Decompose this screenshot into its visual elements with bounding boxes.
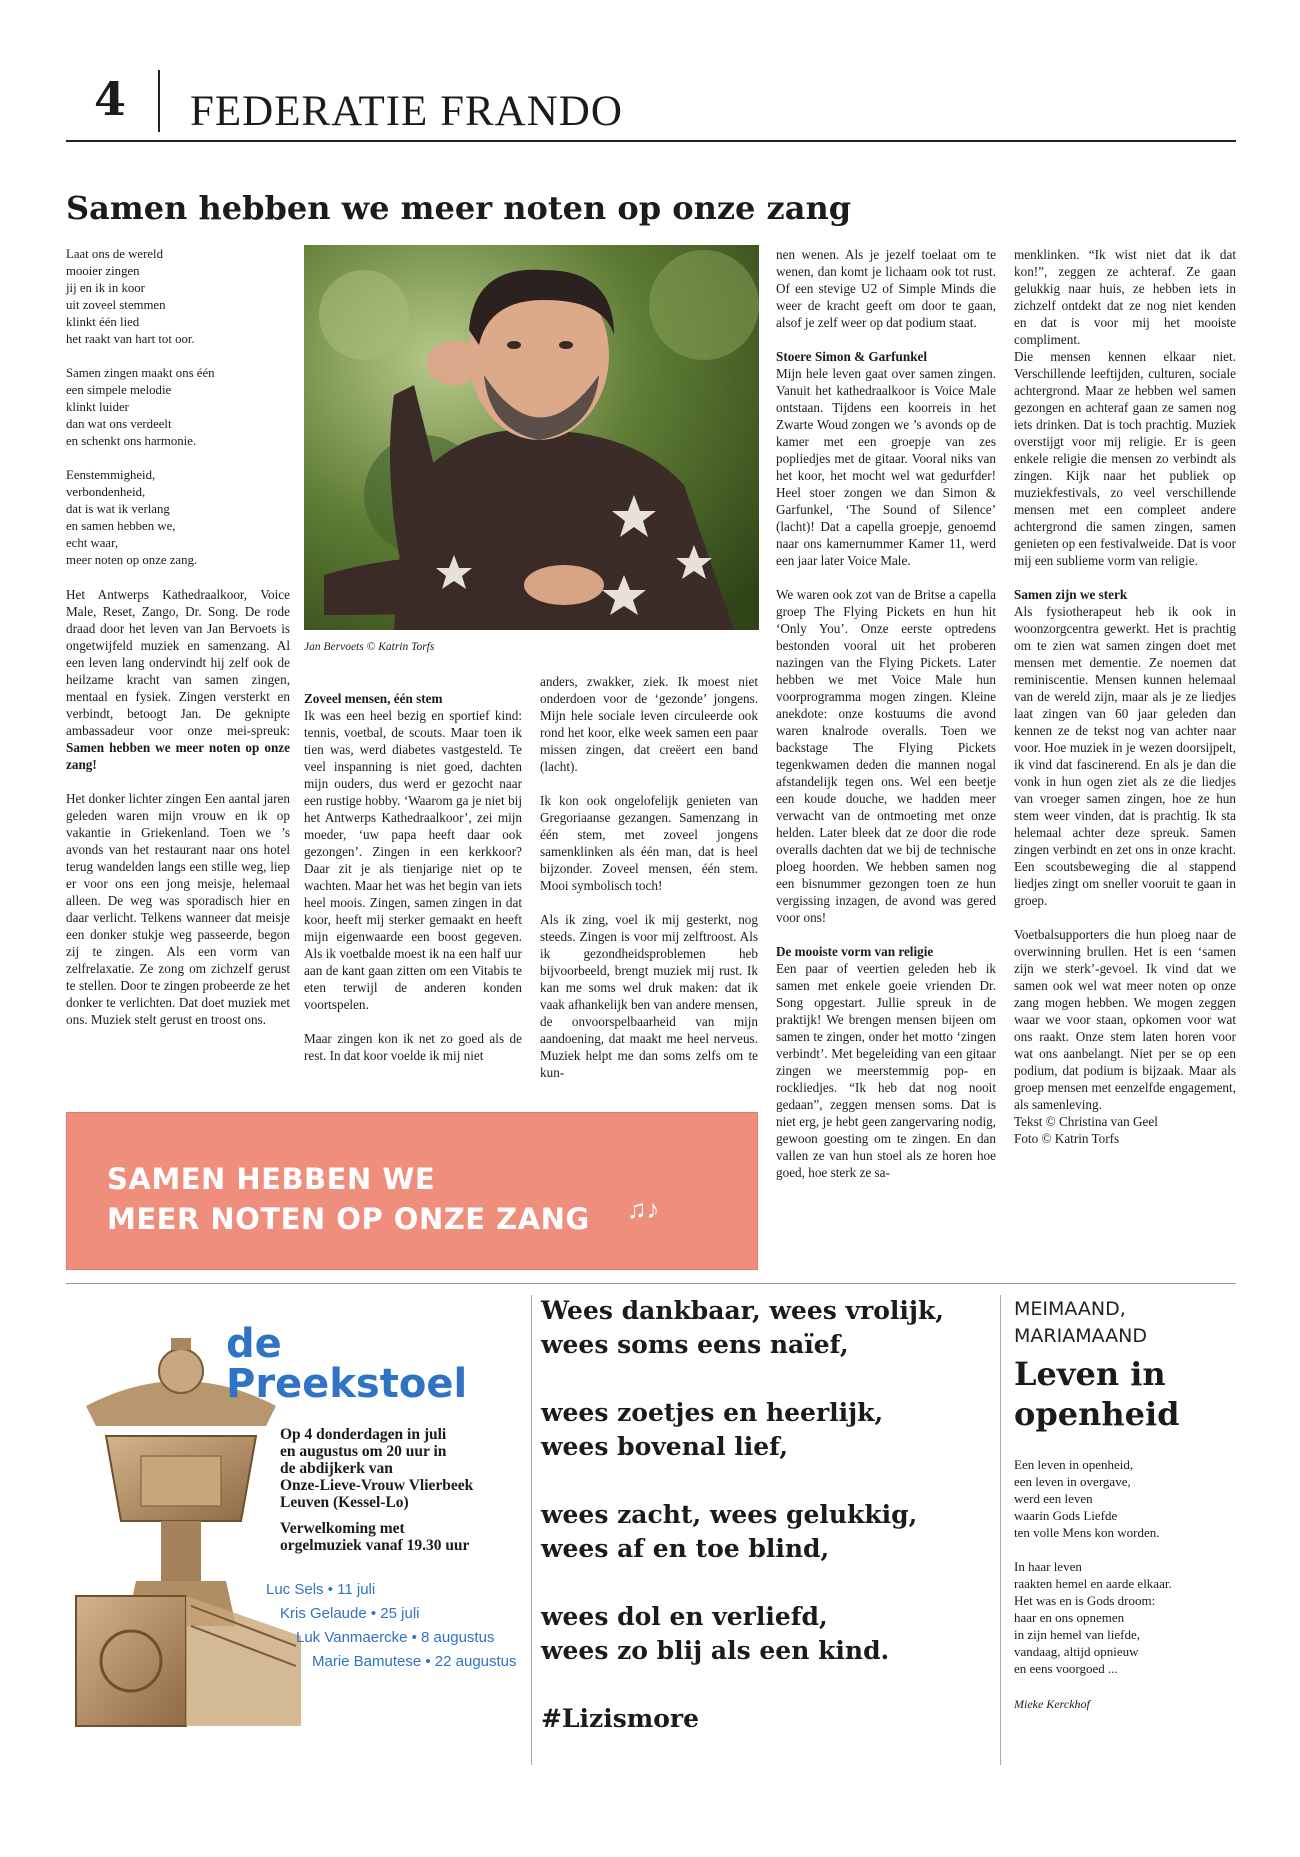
poem-line: en schenkt ons harmonie. bbox=[66, 434, 197, 448]
ad-info-line: Verwelkoming met bbox=[280, 1520, 405, 1537]
poem-stanza-1 bbox=[66, 246, 290, 348]
article-column-5 bbox=[1014, 246, 1236, 1147]
kicker-line: MARIAMAAND bbox=[1014, 1325, 1147, 1347]
article-column-2 bbox=[304, 690, 522, 1064]
body-text: menklinken. “Ik wist niet dat ik dat kon!”, zeggen ze achteraf. Ze gaan gelukkig naar huis, ze hebben iets in zichzelf ontdekt dat ze nog niet kenden en dat is voor mij het mooiste compliment. bbox=[1014, 247, 1236, 347]
header-rule bbox=[66, 140, 1236, 142]
subheading: De mooiste vorm van religie bbox=[776, 944, 934, 959]
credit-photo: Foto © Katrin Torfs bbox=[1014, 1131, 1120, 1146]
closing-paragraph bbox=[1014, 926, 1236, 1147]
poem-line: wees soms eens naïef, bbox=[541, 1330, 849, 1359]
ad-info bbox=[280, 1426, 520, 1554]
body-text: Voetbalsupporters die hun ploeg naar de overwinning brullen. Het is een ‘samen zijn we sterk’-gevoel. Ik vind dat we samen ook wel wat meer noten op onze zang mogen hebben. We mogen zeggen waar we voor staan, opkomen voor wat ons raakt. Onze stem laten horen voor wat ons aanbelangt. Niet per se op een podium, dat podium is bijzaak. Maar als groep mensen met eenzelfde engagement, als samenleving. bbox=[1014, 927, 1236, 1112]
section-religie bbox=[776, 943, 996, 1181]
featured-poem bbox=[541, 1294, 944, 1736]
article-column-3 bbox=[540, 673, 758, 1081]
subheading: Samen zijn we sterk bbox=[1014, 587, 1128, 602]
ad-info-line: Leuven (Kessel-Lo) bbox=[280, 1494, 409, 1511]
intro-bold: Samen hebben we meer noten op onze zang! bbox=[66, 740, 290, 772]
intro-paragraph bbox=[66, 586, 290, 773]
poem-line: in zijn hemel van liefde, bbox=[1014, 1627, 1140, 1642]
title-line: openheid bbox=[1014, 1395, 1180, 1433]
ad-info-line: orgelmuziek vanaf 19.30 uur bbox=[280, 1537, 470, 1554]
banner-line: MEER NOTEN OP ONZE ZANG bbox=[107, 1202, 590, 1236]
poem-line: het raakt van hart tot oor. bbox=[66, 332, 195, 346]
poem-line: een simpele melodie bbox=[66, 383, 172, 397]
poem-stanza bbox=[541, 1396, 944, 1464]
speaker-item: Luk Vanmaercke • 8 augustus bbox=[296, 1629, 495, 1646]
ad-title-line: de bbox=[226, 1321, 282, 1367]
photo-caption: Jan Bervoets © Katrin Torfs bbox=[304, 641, 435, 653]
poem-line: een leven in overgave, bbox=[1014, 1474, 1131, 1489]
poem-stanza-3 bbox=[66, 467, 290, 569]
article-headline: Samen hebben we meer noten op onze zang bbox=[66, 189, 852, 227]
publication-title: FEDERATIE FRANDO bbox=[190, 88, 623, 135]
speaker-item: Luc Sels • 11 juli bbox=[266, 1581, 376, 1598]
banner-text bbox=[107, 1159, 590, 1239]
ad-title bbox=[226, 1321, 468, 1407]
ad-title-line: Preekstoel bbox=[226, 1361, 468, 1407]
poem-line: Eenstemmigheid, bbox=[66, 468, 156, 482]
body-paragraph: Die mensen kennen elkaar niet. Verschillende leeftijden, culturen, sociale achtergrond. Maar ze hebben wel samen gezongen en achteraf gaan ze samen nog iets drinken. Dat is toch prachtig. Muziek overstijgt voor mij religie. Er is geen enkele religie die mensen zo verbindt als zingen. Kijk naar het publiek op muziekfestivals, zo veel verschillende mensen met een compleet andere achtergrond die samen zingen, samen genieten op een festivalweide. Dat is voor mij een sublieme vorm van religie. bbox=[1014, 349, 1236, 568]
poem-line: dan wat ons verdeelt bbox=[66, 417, 172, 431]
section-divider bbox=[66, 1283, 1236, 1284]
poem-line: In haar leven bbox=[1014, 1559, 1082, 1574]
header-divider bbox=[158, 70, 160, 132]
title-line: Leven in bbox=[1014, 1355, 1166, 1393]
poem-line: dat is wat ik verlang bbox=[66, 502, 170, 516]
ad-info-line: Onze-Lieve-Vrouw Vlierbeek bbox=[280, 1477, 474, 1494]
poem-line: echt waar, bbox=[66, 536, 119, 550]
poem-line: meer noten op onze zang. bbox=[66, 553, 198, 567]
poem-line: ten volle Mens kon worden. bbox=[1014, 1525, 1160, 1540]
poem-line: Het was en is Gods droom: bbox=[1014, 1593, 1156, 1608]
body-paragraph: Het donker lichter zingen Een aantal jaren geleden waren mijn vrouw en ik op vakantie in Griekenland. Toen we ’s avonds van het restaurant naar ons hotel terug wandelden langs een stille weg, liep er voor ons een jong meisje, helemaal alleen. De weg was sporadisch hier en daar verlicht. Telkens wanneer dat meisje een donker stukje weg passeerde, begon zij te zingen. Als een vorm van zelfrelaxatie. Ze zong om zichzelf gerust te stellen. Door te zingen probeerde ze het donker te verlichten. Dat doet muziek met ons. Muziek stelt gerust en troost ons. bbox=[66, 791, 290, 1027]
poem-stanza bbox=[541, 1600, 944, 1668]
poem-line: raakten hemel en aarde elkaar. bbox=[1014, 1576, 1172, 1591]
body-text: Een paar of veertien geleden heb ik samen met enkele goeie vrienden Dr. Song opgestart. Jullie spreuk in de praktijk! We brengen mensen bijeen om samen te zingen, onder het motto ‘zingen verbindt’. Met begeleiding van een gitaar zingen we meerstemmig pop- en rockliedjes. “Ik heb dat nog nooit gedaan”, zeggen mensen soms. Dat is niet erg, je hebt geen zangervaring nodig, gewoon goesting om te zingen. En dan vallen ze van hun stoel als ze horen hoe goed, hoe sterk ze sa- bbox=[776, 961, 996, 1180]
poem-line: werd een leven bbox=[1014, 1491, 1093, 1506]
poem-line: en eens voorgoed ... bbox=[1014, 1661, 1118, 1676]
poem-line: Samen zingen maakt ons één bbox=[66, 366, 215, 380]
sidebar-kicker bbox=[1014, 1296, 1147, 1350]
poem-line: jij en ik in koor bbox=[66, 281, 145, 295]
body-paragraph: Maar zingen kon ik net zo goed als de rest. In dat koor voelde ik mij niet bbox=[304, 1031, 522, 1063]
body-paragraph: We waren ook zot van de Britse a capella groep The Flying Pickets en hun hit ‘Only You’. Onze eerste optredens bestonden vooral uit het proberen nazingen van the Flying Pickets. Later hebben we met Voice Male hun voorprogramma mogen zingen. Kleine anekdote: onze kostuums die avond waren knalrode overalls. Toen we backstage The Flying Pickets tegenkwamen deden die mannen nogal afstandelijk tegen ons. Wel een beetje een koude douche, we hadden meer verwacht van de ontmoeting met onze helden. Later bleek dat ze door die rode overalls dachten dat we bij de technische ploeg hoorden. We hebben samen nog een bisnummer gezongen toen ze hun vergissing inzagen, de avond was gered voor ons! bbox=[776, 587, 996, 925]
sidebar-poem bbox=[1014, 1456, 1172, 1677]
speaker-item: Marie Bamutese • 22 augustus bbox=[312, 1653, 517, 1670]
body-paragraph: nen wenen. Als je jezelf toelaat om te wenen, dan komt je lichaam ook tot rust. Of een stevige U2 of Simple Minds die weer de kracht geeft om door te gaan, alsof je zelf weer op dat podium staat. bbox=[776, 247, 996, 330]
portrait-photo bbox=[304, 245, 759, 630]
intro-text: Het Antwerps Kathedraalkoor, Voice Male, Reset, Zango, Dr. Song. De rode draad door het leven van Jan Bervoets is ongetwijfeld muziek en samenzang. Al een leven lang ondervindt hij zelf ook de heilzame kracht van samen zingen, mentaal en fysiek. Zingen versterkt en verbindt, betoogt Jan. De geknipte ambassadeur voor onze mei-spreuk: bbox=[66, 587, 290, 738]
hashtag: #Lizismore bbox=[541, 1704, 699, 1733]
poem-line: mooier zingen bbox=[66, 264, 140, 278]
poem-line: wees zo blij als een kind. bbox=[541, 1636, 890, 1665]
speaker-list bbox=[266, 1578, 517, 1674]
poem-line: Laat ons de wereld bbox=[66, 247, 164, 261]
body-paragraph: Ik kon ook ongelofelijk genieten van Gregoriaanse gezangen. Samenzang in één stem, met zoveel jongens samenklinken als één man, dat is heel bijzonder. Zoveel mensen, één stem. Mooi symbolisch toch! bbox=[540, 793, 758, 893]
music-note-icon: ♫♪ bbox=[627, 1195, 660, 1224]
poem-stanza bbox=[541, 1498, 944, 1566]
ad-info-line: en augustus om 20 uur in bbox=[280, 1443, 447, 1460]
subheading: Zoveel mensen, één stem bbox=[304, 691, 443, 706]
column-divider bbox=[1000, 1295, 1001, 1765]
poem-line: wees bovenal lief, bbox=[541, 1432, 789, 1461]
body-text: Mijn hele leven gaat over samen zingen. Vanuit het kathedraalkoor is Voice Male ontstaan. Tijdens een koorreis in het Zwarte Woud zongen we ’s avonds op de kamer met een groepje van zes popliedjes met de gitaar. Vooral niks van het koor, het mocht wel wat gedurfder! Heel stoer zongen we dan Simon & Garfunkel, ‘The Sound of Silence’ (lacht)! Dat a capella groepje, genoemd naar ons kamernummer Kamer 11, werd een jaar later Voice Male. bbox=[776, 366, 996, 568]
poem-line: en samen hebben we, bbox=[66, 519, 176, 533]
portrait-illustration bbox=[304, 245, 759, 630]
poem-stanza bbox=[541, 1294, 944, 1362]
ad-info-line: Op 4 donderdagen in juli bbox=[280, 1426, 447, 1443]
poem-line: wees zacht, wees gelukkig, bbox=[541, 1500, 918, 1529]
poem-line: klinkt luider bbox=[66, 400, 129, 414]
poem-line: wees zoetjes en heerlijk, bbox=[541, 1398, 884, 1427]
body-paragraph bbox=[1014, 246, 1236, 348]
poem-line: verbondenheid, bbox=[66, 485, 146, 499]
poem-line: wees af en toe blind, bbox=[541, 1534, 830, 1563]
section-zoveel bbox=[304, 690, 522, 1013]
poem-line: waarin Gods Liefde bbox=[1014, 1508, 1118, 1523]
poem-line: vandaag, altijd opnieuw bbox=[1014, 1644, 1139, 1659]
body-paragraph: anders, zwakker, ziek. Ik moest niet onderdoen voor de ‘gezonde’ jongens. Mijn hele sociale leven circuleerde ook rond het koor, elke week samen een paar missen zingen, dat creëert een band (lacht). bbox=[540, 674, 758, 774]
section-sterk bbox=[1014, 586, 1236, 909]
ad-info-line: de abdijkerk van bbox=[280, 1460, 393, 1477]
credit-text: Tekst © Christina van Geel bbox=[1014, 1114, 1158, 1129]
subheading: Stoere Simon & Garfunkel bbox=[776, 349, 928, 364]
body-paragraph: Als ik zing, voel ik mij gesterkt, nog steeds. Zingen is voor mij zelftroost. Als ik gezondheidsproblemen heb bijvoorbeeld, brengt muziek mij rust. Ik kan me soms wel druk maken: dat ik vaak afhankelijk ben van andere mensen, de onvoorspelbaarheid van mijn aandoening, dat maakt me heel nerveus. Muziek helpt me dan soms zelfs om te kun- bbox=[540, 912, 758, 1080]
body-text: Als fysiotherapeut heb ik ook in woonzorgcentra gewerkt. Het is prachtig om te zien wat samen zingen doet met mensen met dementie. Ze noemen dat reminiscentie. Mensen kunnen helemaal van de wereld zijn, maar als je ze liedjes laat zingen van 60 jaar geleden dan kennen ze de tekst nog van achter naar voor. Hoe muziek in je wezen doorsijpelt, ik vind dat fascinerend. En als je dan die vonk in hun ogen ziet als ze die liedjes van vroeger samen zingen, hoe ze hun stem weer vinden, dat is prachtig. Ik sta helemaal achter deze spreuk. Samen zingen verbindt en zet ons in onze kracht. Een scoutsbeweging die al stappend liedjes zingt om sneller vooruit te gaan in groep. bbox=[1014, 604, 1236, 908]
speaker-item: Kris Gelaude • 25 juli bbox=[280, 1605, 420, 1622]
kicker-line: MEIMAAND, bbox=[1014, 1298, 1126, 1320]
article-column-4 bbox=[776, 246, 996, 1181]
article-column-1 bbox=[66, 246, 290, 1028]
poem-line: Wees dankbaar, wees vrolijk, bbox=[541, 1296, 944, 1325]
column-divider bbox=[531, 1295, 532, 1765]
section-simon bbox=[776, 348, 996, 569]
preekstoel-ad bbox=[66, 1296, 526, 1746]
page-number: 4 bbox=[94, 72, 127, 126]
poem-stanza-2 bbox=[66, 365, 290, 450]
banner-line: SAMEN HEBBEN WE bbox=[107, 1162, 436, 1196]
body-text: Ik was een heel bezig en sportief kind: tennis, voetbal, de scouts. Maar toen ik tien was, werd diabetes vastgesteld. Te veel inspanning is niet goed, dachten mijn ouders, dus werd er gezocht naar een rustige hobby. ‘Waarom ga je niet bij het Antwerps Kathedraalkoor’, zei mijn moeder, ‘uw papa heeft daar ook gezongen’. Zingen in een kerkkoor? Daar zit je als tienjarige niet op te wachten. Maar het was het begin van iets heel moois. Zingen, samen zingen in dat koor, heeft mij sterker gemaakt en heeft mijn eigenwaarde een boost gegeven. Als ik voetbalde moest ik na een half uur aan de kant gaan zitten om een Vitabis te eten terwijl de anderen konden voortspelen. bbox=[304, 708, 522, 1012]
motto-banner bbox=[66, 1112, 758, 1270]
poem-line: haar en ons opnemen bbox=[1014, 1610, 1125, 1625]
sidebar-title bbox=[1014, 1354, 1180, 1434]
poem-line: klinkt één lied bbox=[66, 315, 140, 329]
poem-line: Een leven in openheid, bbox=[1014, 1457, 1134, 1472]
sidebar-author: Mieke Kerckhof bbox=[1014, 1697, 1090, 1711]
poem-line: wees dol en verliefd, bbox=[541, 1602, 828, 1631]
poem-line: uit zoveel stemmen bbox=[66, 298, 166, 312]
